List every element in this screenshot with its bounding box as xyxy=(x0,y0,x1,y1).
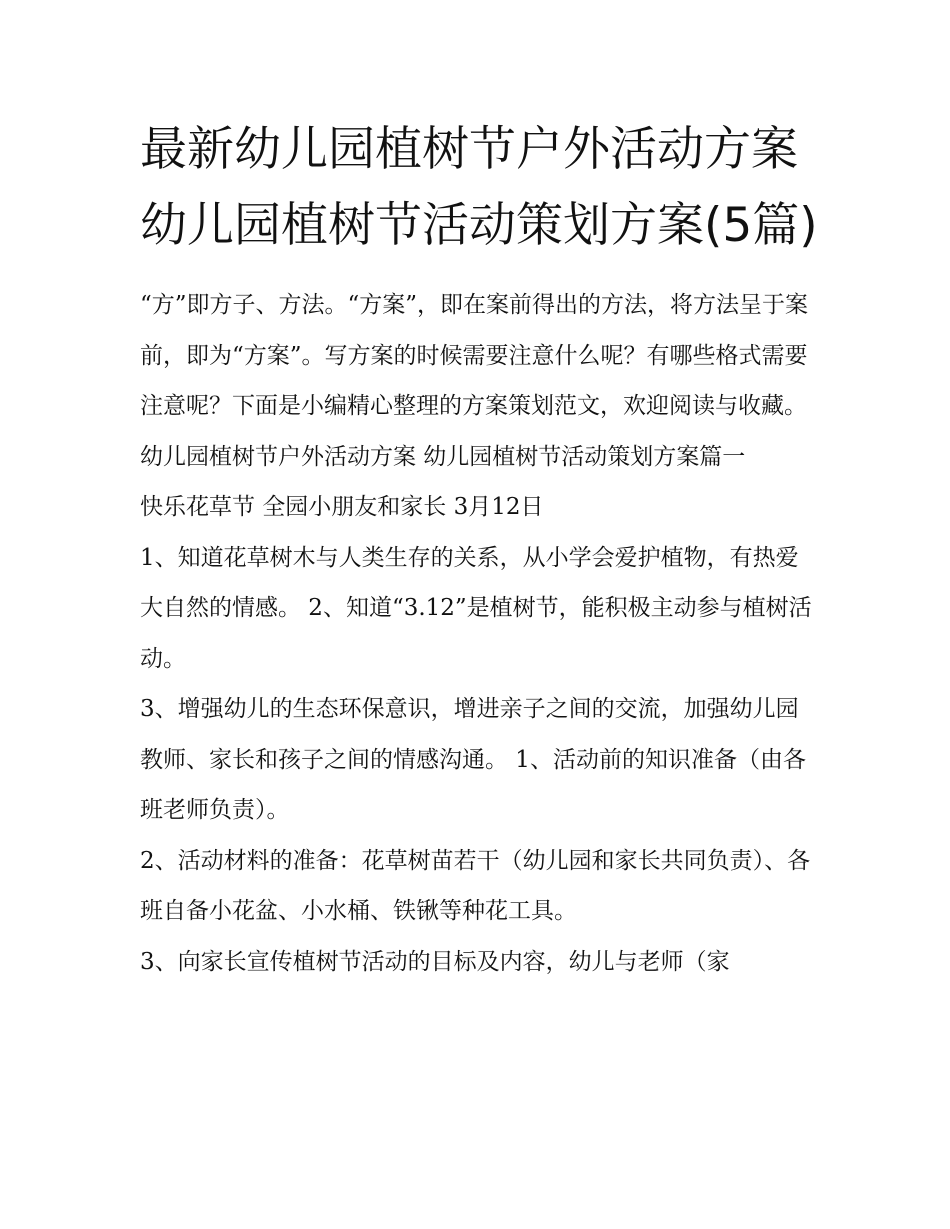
publicity-paragraph: 3、向家长宣传植树节活动的目标及内容，幼儿与老师（家 xyxy=(140,948,730,975)
goal-paragraph-1: 1、知道花草树木与人类生存的关系，从小学会爱护植物，有热爱大自然的情感。 2、知道“3.12”是植树节，能积极主动参与植树活动。 xyxy=(140,544,812,672)
document-title: 最新幼儿园植树节户外活动方案 幼儿园植树节活动策划方案(5篇) xyxy=(140,122,818,253)
activity-info: 快乐花草节 全园小朋友和家长 3月12日 xyxy=(140,494,544,520)
preparation-paragraph: 2、活动材料的准备：花草树苗若干（幼儿园和家长共同负责）、各班自备小花盆、小水桶、铁锹等种花工具。 xyxy=(140,847,811,924)
intro-paragraph: “方”即方子、方法。“方案”，即在案前得出的方法，将方法呈于案前，即为“方案”。写方案的时候需要注意什么呢？有哪些格式需要注意呢？下面是小编精心整理的方案策划范文，欢迎阅读与收藏。 xyxy=(140,292,809,419)
goal-paragraph-2: 3、增强幼儿的生态环保意识，增进亲子之间的交流，加强幼儿园教师、家长和孩子之间的情感沟通。 1、活动前的知识准备（由各班老师负责）。 xyxy=(140,696,806,823)
document-page xyxy=(140,112,820,987)
section-heading: 幼儿园植树节户外活动方案 幼儿园植树节活动策划方案篇一 xyxy=(140,443,746,470)
